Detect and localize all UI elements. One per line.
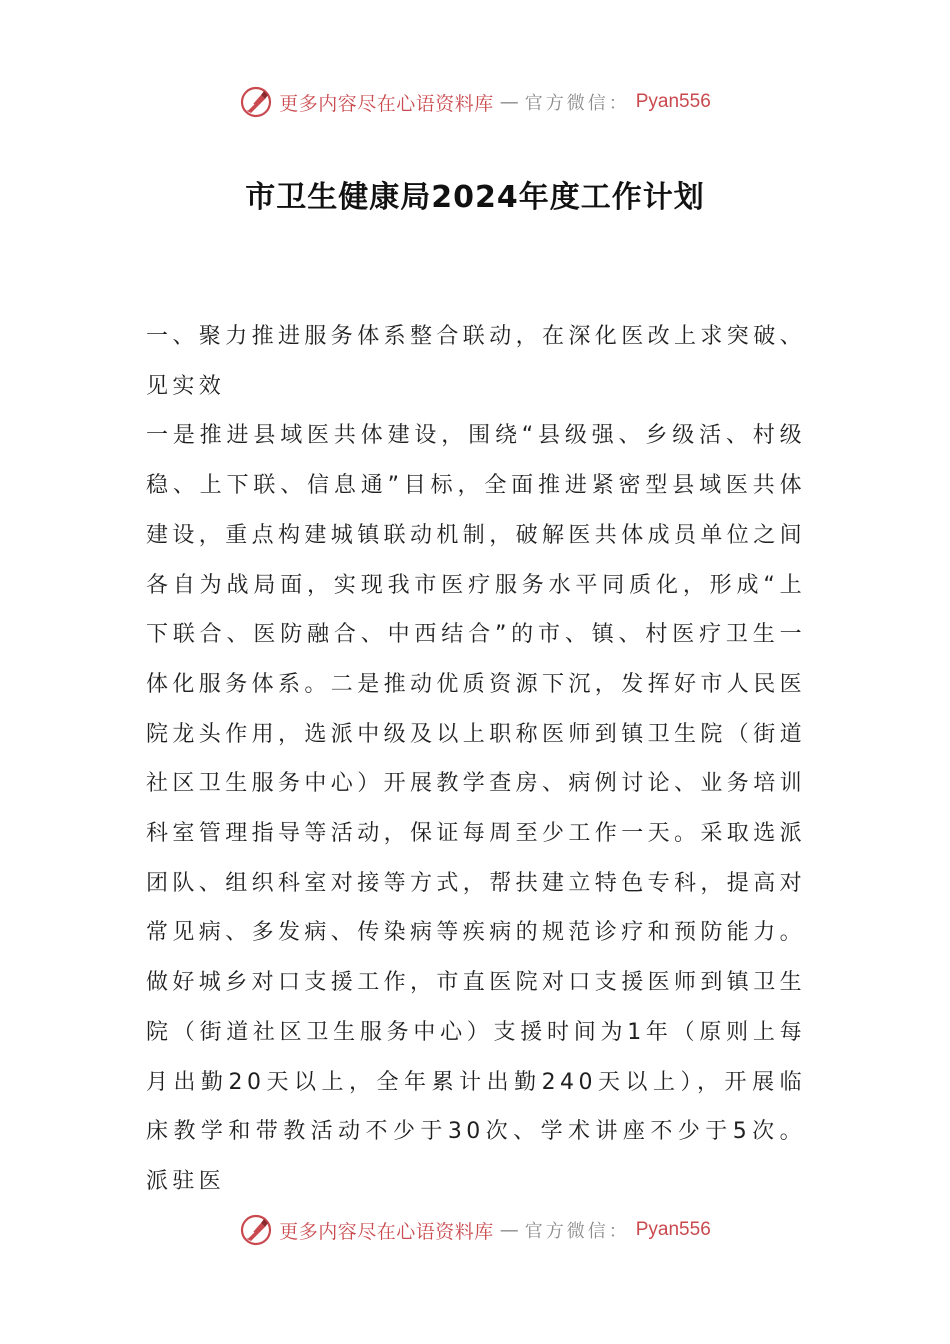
watermark-separator: —	[499, 1219, 519, 1241]
pen-nib-logo-icon	[239, 85, 273, 119]
watermark-label: 官方微信：	[524, 1221, 630, 1242]
watermark-text: 更多内容尽在心语资料库	[279, 1220, 494, 1243]
watermark-id: Pyan556	[635, 91, 711, 112]
pen-nib-logo-icon	[239, 1213, 273, 1247]
watermark-header	[0, 82, 950, 122]
watermark-separator: —	[499, 91, 519, 113]
watermark-label: 官方微信：	[524, 93, 630, 114]
section-heading: 一、聚力推进服务体系整合联动，在深化医改上求突破、见实效	[146, 324, 807, 399]
body-paragraph: 一是推进县域医共体建设，围绕“县级强、乡级活、村级稳、上下联、信息通”目标，全面推进紧密型县域医共体建设，重点构建城镇联动机制，破解医共体成员单位之间各自为战局面，实现我市医疗服务水平同质化，形成“上下联合、医防融合、中西结合”的市、镇、村医疗卫生一体化服务体系。二是推动优质资源下沉，发挥好市人民医院龙头作用，选派中级及以上职称医师到镇卫生院（街道社区卫生服务中心）开展教学查房、病例讨论、业务培训科室管理指导等活动，保证每周至少工作一天。采取选派团队、组织科室对接等方式，帮扶建立特色专科，提高对常见病、多发病、传染病等疾病的规范诊疗和预防能力。做好城乡对口支援工作，市直医院对口支援医师到镇卫生院（街道社区卫生服务中心）支援时间为1年（原则上每月出勤20天以上，全年累计出勤240天以上），开展临床教学和带教活动不少于30次、学术讲座不少于5次。派驻医	[146, 423, 807, 1194]
watermark-footer	[0, 1210, 950, 1250]
document-body	[146, 312, 806, 1207]
watermark-id: Pyan556	[635, 1219, 711, 1240]
watermark-text: 更多内容尽在心语资料库	[279, 92, 494, 115]
document-title: 市卫生健康局2024年度工作计划	[245, 180, 705, 215]
